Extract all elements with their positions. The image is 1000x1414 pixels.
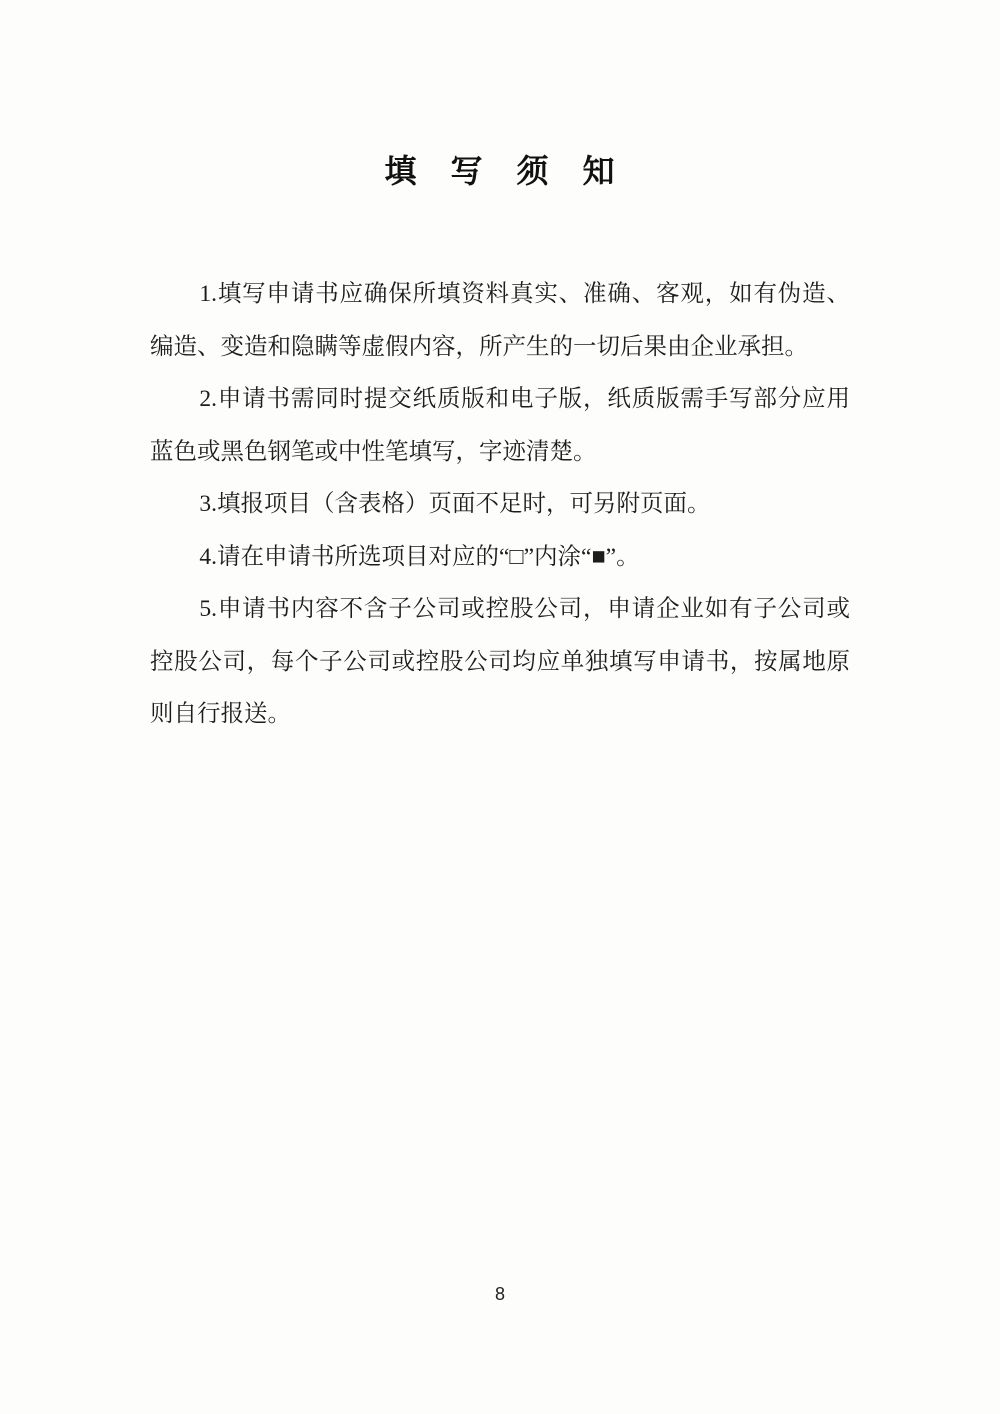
notice-paragraphs (150, 268, 850, 741)
notice-paragraph-4: 4.请在申请书所选项目对应的“□”内涂“■”。 (199, 543, 640, 570)
notice-paragraph-3: 3.填报项目（含表格）页面不足时，可另附页面。 (199, 491, 711, 517)
notice-paragraph-5: 5.申请书内容不含子公司或控股公司，申请企业如有子公司或控股公司，每个子公司或控股公司均应单独填写申请书，按属地原则自行报送。 (150, 596, 850, 727)
notice-paragraph-1: 1.填写申请书应确保所填资料真实、准确、客观，如有伪造、编造、变造和隐瞒等虚假内容，所产生的一切后果由企业承担。 (150, 281, 850, 360)
notice-paragraph-2: 2.申请书需同时提交纸质版和电子版，纸质版需手写部分应用蓝色或黑色钢笔或中性笔填写，字迹清楚。 (150, 386, 850, 465)
page-title: 填 写 须 知 (384, 153, 616, 189)
page-number: 8 (494, 1284, 505, 1304)
